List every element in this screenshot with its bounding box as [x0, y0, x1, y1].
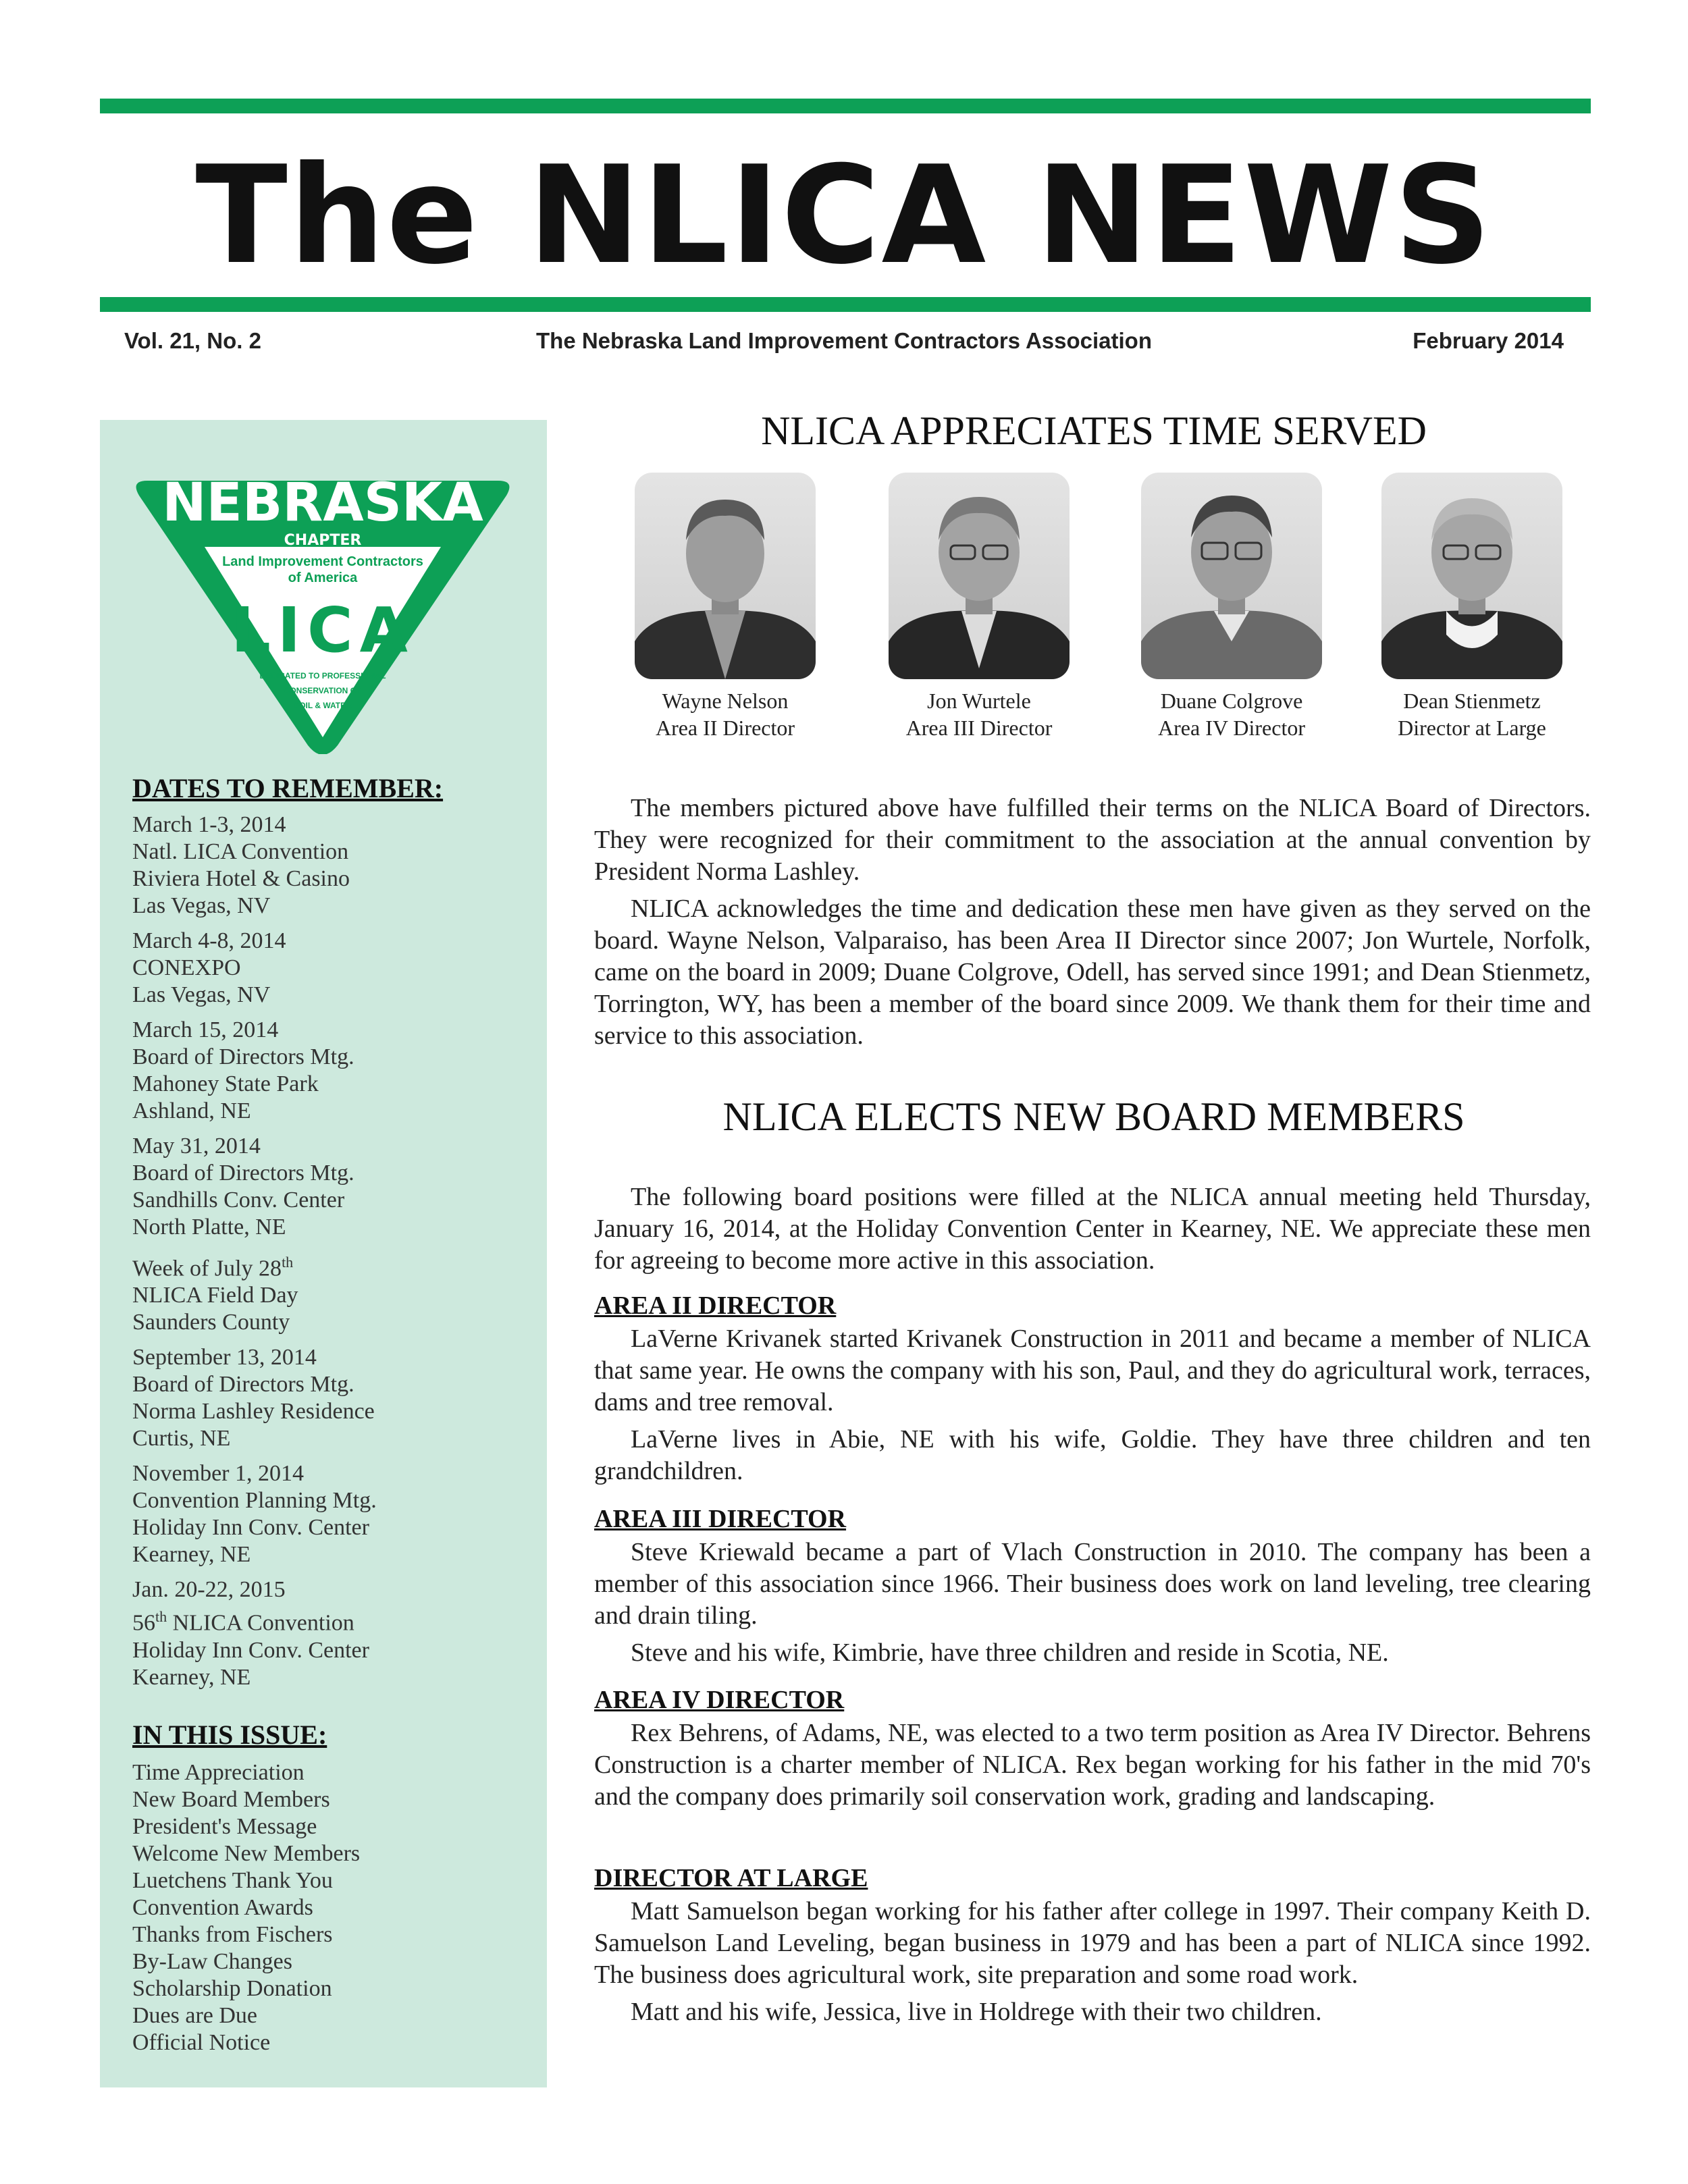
paragraph: Matt Samuelson began working for his father after college in 1997. Their company Keith D. Samuelson Land Leveling, began business in 1979 and has been a part of NLICA since 1992. The business does agricultural work, site preparation and some road work.: [594, 1897, 1591, 1989]
event-title: Board of Directors Mtg.: [132, 1372, 354, 1397]
portrait-caption: [1120, 687, 1343, 741]
person-name: Wayne Nelson: [662, 689, 789, 713]
event-location: Curtis, NE: [132, 1426, 231, 1451]
logo-dedication: [120, 668, 525, 713]
logo-line-2: of America: [288, 570, 358, 585]
event-location: Kearney, NE: [132, 1542, 251, 1568]
paragraph: LaVerne lives in Abie, NE with his wife, Goldie. They have three children and ten grandchildren.: [594, 1425, 1591, 1485]
toc-item: Luetchens Thank You: [132, 1868, 333, 1893]
event-title: CONEXPO: [132, 955, 241, 980]
event-venue: Holiday Inn Conv. Center: [132, 1515, 369, 1541]
toc-item: New Board Members: [132, 1787, 330, 1812]
event-number: 56: [132, 1610, 155, 1636]
section-heading: AREA II DIRECTOR: [594, 1291, 837, 1320]
person-title: Area II Director: [655, 716, 795, 740]
logo-dedication-3: SOIL & WATER: [294, 701, 352, 710]
logo-state-text: NEBRASKA: [162, 473, 483, 533]
association-name: The Nebraska Land Improvement Contractors Association: [536, 328, 1152, 353]
article-2-headline: NLICA ELECTS NEW BOARD MEMBERS: [722, 1094, 1465, 1139]
event-date: March 4-8, 2014: [132, 928, 286, 953]
person-name: Jon Wurtele: [927, 689, 1031, 713]
section-body: [594, 1323, 1591, 1493]
event-title: Convention Planning Mtg.: [132, 1488, 377, 1514]
section-body: [594, 1537, 1591, 1674]
event-title: Natl. LICA Convention: [132, 839, 349, 864]
top-rule: [100, 99, 1591, 113]
article-1-headline: NLICA APPRECIATES TIME SERVED: [761, 408, 1427, 453]
ordinal-suffix: th: [155, 1608, 167, 1626]
logo-chapter-text: CHAPTER: [284, 532, 362, 549]
sidebar: [100, 420, 547, 2087]
event-location: Las Vegas, NV: [132, 893, 271, 918]
toc-item: Convention Awards: [132, 1895, 313, 1920]
volume-number: Vol. 21, No. 2: [124, 328, 261, 353]
logo-full-name: [120, 554, 525, 586]
event-date-text: Week of July 28: [132, 1256, 282, 1281]
toc-item: By-Law Changes: [132, 1949, 293, 1974]
person-portrait-icon: [1381, 473, 1562, 679]
section-body: [594, 1717, 1591, 1818]
portrait-caption: [868, 687, 1090, 741]
toc-item: Scholarship Donation: [132, 1976, 332, 2001]
event-date: March 15, 2014: [132, 1017, 279, 1042]
event-date: September 13, 2014: [132, 1345, 317, 1370]
event-venue: Mahoney State Park: [132, 1071, 319, 1096]
event-item: [132, 1344, 537, 1452]
event-item: [132, 811, 537, 920]
dates-heading: DATES TO REMEMBER:: [132, 773, 444, 803]
article-2-intro: [594, 1181, 1591, 1282]
paragraph: Matt and his wife, Jessica, live in Holdrege with their two children.: [631, 1998, 1322, 2026]
article-1-body: [594, 793, 1591, 1057]
event-date: [132, 1249, 537, 1282]
event-item: [132, 928, 537, 1009]
events-list: [132, 811, 537, 1699]
toc-item: Official Notice: [132, 2030, 271, 2055]
in-this-issue-heading: IN THIS ISSUE:: [132, 1720, 327, 1750]
issue-date: February 2014: [1413, 328, 1564, 353]
event-venue: Sandhills Conv. Center: [132, 1188, 345, 1213]
person-title: Area IV Director: [1158, 716, 1305, 740]
person-name: Duane Colgrove: [1160, 689, 1303, 713]
portrait-caption: [1361, 687, 1583, 741]
person-portrait-icon: [1141, 473, 1322, 679]
event-item: [132, 1576, 537, 1690]
event-date: March 1-3, 2014: [132, 812, 286, 837]
toc-item: Time Appreciation: [132, 1760, 305, 1785]
table-of-contents: [132, 1759, 537, 2056]
event-location: North Platte, NE: [132, 1215, 286, 1240]
bottom-rule: [100, 297, 1591, 312]
event-location: Kearney, NE: [132, 1664, 251, 1690]
event-date: Jan. 20-22, 2015: [132, 1577, 286, 1603]
event-venue: Norma Lashley Residence: [132, 1399, 375, 1424]
toc-item: President's Message: [132, 1814, 317, 1839]
event-date: May 31, 2014: [132, 1134, 261, 1158]
paragraph: The members pictured above have fulfilled their terms on the NLICA Board of Directors. They were recognized for their commitment to the association at the annual convention by President Norma Lashley.: [594, 794, 1591, 886]
toc-item: Dues are Due: [132, 2003, 258, 2028]
paragraph: NLICA acknowledges the time and dedication these men have given as they served on the board. Wayne Nelson, Valparaiso, has been Area II Director since 2007; Jon Wurtele, Norfolk, came on the board in 2009; Duane Colgrove, Odell, has served since 1991; and Dean Stienmetz, Torrington, WY, has been a member of the board since 2009. We thank them for their time and service to this association.: [594, 895, 1591, 1050]
paragraph: The following board positions were filled at the NLICA annual meeting held Thursday, January 16, 2014, at the Holiday Convention Center in Kearney, NE. We appreciate these men for agreeing to become more active in this association.: [594, 1183, 1591, 1275]
event-location: Saunders County: [132, 1310, 290, 1335]
logo-acronym: LICA: [231, 594, 415, 666]
toc-item: Thanks from Fischers: [132, 1922, 333, 1947]
event-item: [132, 1017, 537, 1125]
event-location: Ashland, NE: [132, 1098, 251, 1123]
person-portrait-icon: [635, 473, 816, 679]
event-title-text: NLICA Convention: [167, 1610, 354, 1636]
event-title: Board of Directors Mtg.: [132, 1161, 354, 1186]
event-venue: Holiday Inn Conv. Center: [132, 1637, 369, 1663]
event-item: [132, 1133, 537, 1241]
person-title: Area III Director: [905, 716, 1053, 740]
portrait-photo: [889, 473, 1070, 679]
portrait-photo: [1381, 473, 1562, 679]
paragraph: LaVerne Krivanek started Krivanek Construction in 2011 and became a member of NLICA that same year. He owns the company with his son, Paul, and they do agricultural work, terraces, dams and tree removal.: [594, 1325, 1591, 1416]
event-location: Las Vegas, NV: [132, 982, 271, 1007]
portrait-photo: [1141, 473, 1322, 679]
section-heading: AREA III DIRECTOR: [594, 1505, 847, 1533]
toc-item: Welcome New Members: [132, 1841, 361, 1866]
portrait-photo: [635, 473, 816, 679]
logo-dedication-2: CONSERVATION OF: [284, 686, 362, 695]
section-heading: DIRECTOR AT LARGE: [594, 1864, 868, 1892]
event-item: [132, 1460, 537, 1568]
person-name: Dean Stienmetz: [1403, 689, 1541, 713]
paragraph: Rex Behrens, of Adams, NE, was elected to a two term position as Area IV Director. Behrens Construction is a charter member of NLICA. Rex began working for his father in the mid 70's and the company does primarily soil conservation work, grading and landscaping.: [594, 1719, 1591, 1811]
event-item: [132, 1249, 537, 1336]
section-heading: AREA IV DIRECTOR: [594, 1686, 845, 1714]
paragraph: Steve and his wife, Kimbrie, have three children and reside in Scotia, NE.: [631, 1639, 1389, 1667]
event-title: Board of Directors Mtg.: [132, 1044, 354, 1069]
portrait-caption: [614, 687, 837, 741]
person-title: Director at Large: [1398, 716, 1546, 740]
paragraph: Steve Kriewald became a part of Vlach Construction in 2010. The company has been a member of this association since 1966. Their business does work on land leveling, tree clearing and drain tiling.: [594, 1538, 1591, 1630]
newsletter-title: The NLICA NEWS: [195, 137, 1493, 294]
ordinal-suffix: th: [282, 1254, 294, 1271]
logo-line-1: Land Improvement Contractors: [222, 554, 423, 569]
event-date: November 1, 2014: [132, 1461, 305, 1487]
event-venue: Riviera Hotel & Casino: [132, 866, 350, 891]
person-portrait-icon: [889, 473, 1070, 679]
event-title: NLICA Field Day: [132, 1283, 298, 1308]
logo-dedication-1: DEDICATED TO PROFESSIONAL: [259, 671, 386, 681]
section-body: [594, 1896, 1591, 2033]
event-title: [132, 1603, 537, 1636]
